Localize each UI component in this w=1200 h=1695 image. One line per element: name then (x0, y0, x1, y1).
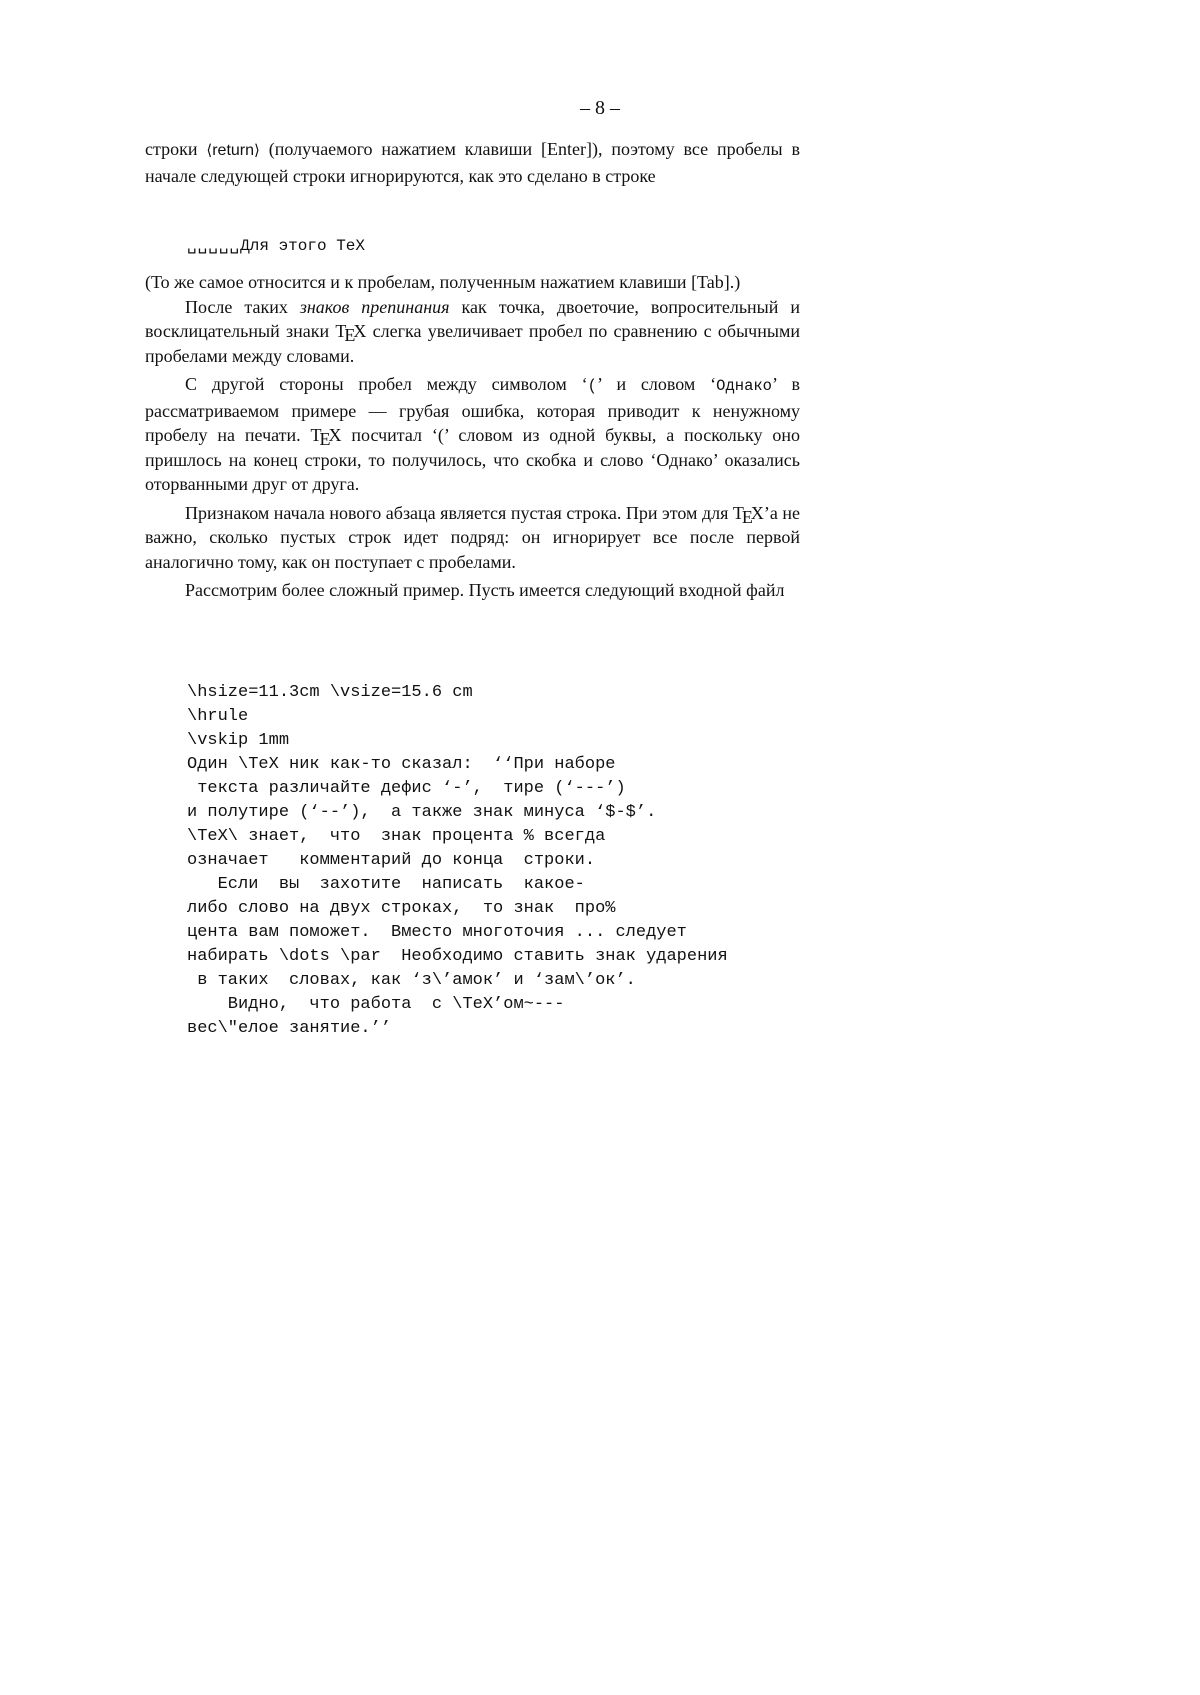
text-run: (получаемого нажатием клавиши [Enter]), поэтому все пробелы в начале следующей строки игнорируются, как это сделано в строке (145, 139, 800, 186)
body-text (145, 270, 800, 603)
mono-paren: ( (587, 377, 597, 395)
page-number: – 8 – (580, 97, 620, 119)
example-line (187, 234, 365, 258)
text-run: ’а не важно, сколько пустых строк идет подряд: он игнорирует все после первой аналогично тому, как он поступает с пробелами. (145, 502, 800, 572)
text-run: После таких (185, 296, 300, 317)
mono-word: Однако (716, 377, 772, 395)
text-run: ’ и словом ‘ (596, 374, 717, 394)
angle-bracket-open: ⟨ (206, 141, 213, 159)
text-run: С другой стороны пробел между символом ‘ (185, 374, 588, 394)
tex-logo: TEX (310, 425, 342, 449)
code-line: \hrule (187, 707, 249, 726)
code-line: означает комментарий до конца строки. (187, 851, 596, 870)
example-text: Для этого TeX (240, 237, 365, 255)
code-line: Если вы захотите написать какое- (187, 875, 585, 894)
code-line: цента вам поможет. Вместо многоточия ... следует (187, 923, 687, 942)
text-run: как точка, двоеточие, вопросительный и восклицательный знаки (145, 296, 800, 341)
paragraph-1 (145, 137, 800, 188)
text-run: ’ в рассматриваемом примере — грубая ошибка, которая приводит к ненужному пробелу на печати. (145, 374, 800, 445)
code-line: \TeX\ знает, что знак процента % всегда (187, 827, 606, 846)
code-line: либо слово на двух строках, то знак про% (187, 899, 616, 918)
code-line: \hsize=11.3cm \vsize=15.6 cm (187, 683, 473, 702)
code-line: набирать \dots \par Необходимо ставить знак ударения (187, 947, 728, 966)
text-run: слегка увеличивает пробел по сравнению с обычными пробелами между словами. (145, 321, 800, 366)
code-line: текста различайте дефис ‘-’, тире (‘---’) (187, 779, 626, 798)
paragraph-5 (145, 501, 800, 575)
paragraph-4 (145, 372, 800, 497)
text-run: Признаком начала нового абзаца является пустая строка. При этом для (185, 502, 733, 523)
angle-bracket-close: ⟩ (254, 141, 260, 159)
paragraph-3 (145, 295, 800, 369)
tex-logo: TEX (732, 502, 764, 527)
code-line: Видно, что работа с \TeX’ом~--- (187, 995, 565, 1014)
text-run: посчитал ‘(’ словом из одной буквы, а поскольку оно пришлось на конец строки, то получилось, что скобка и слово ‘Однако’ оказались оторванными друг от друга. (145, 425, 800, 494)
tex-logo: TEX (335, 321, 367, 345)
paragraph-2: (То же самое относится и к пробелам, полученным нажатием клавиши [Tab].) (145, 272, 741, 292)
code-line: \vskip 1mm (187, 731, 290, 750)
emphasis: знаков препинания (299, 296, 450, 317)
code-line: в таких словах, как ‘з\’амок’ и ‘зам\’ок’. (187, 971, 636, 990)
code-line: вес\"елое занятие.’’ (187, 1019, 392, 1038)
code-line: Один \TeX ник как-то сказал: ‘‘При наборе (187, 755, 616, 774)
paragraph-6: Рассмотрим более сложный пример. Пусть имеется следующий входной файл (185, 580, 785, 600)
text-run: строки (145, 139, 207, 159)
code-line: и полутире (‘--’), а также знак минуса ‘$-$’. (187, 803, 657, 822)
return-keyword: return (212, 142, 255, 159)
visible-space-marks: ␣␣␣␣␣ (187, 237, 241, 255)
intro-paragraph (145, 137, 800, 188)
